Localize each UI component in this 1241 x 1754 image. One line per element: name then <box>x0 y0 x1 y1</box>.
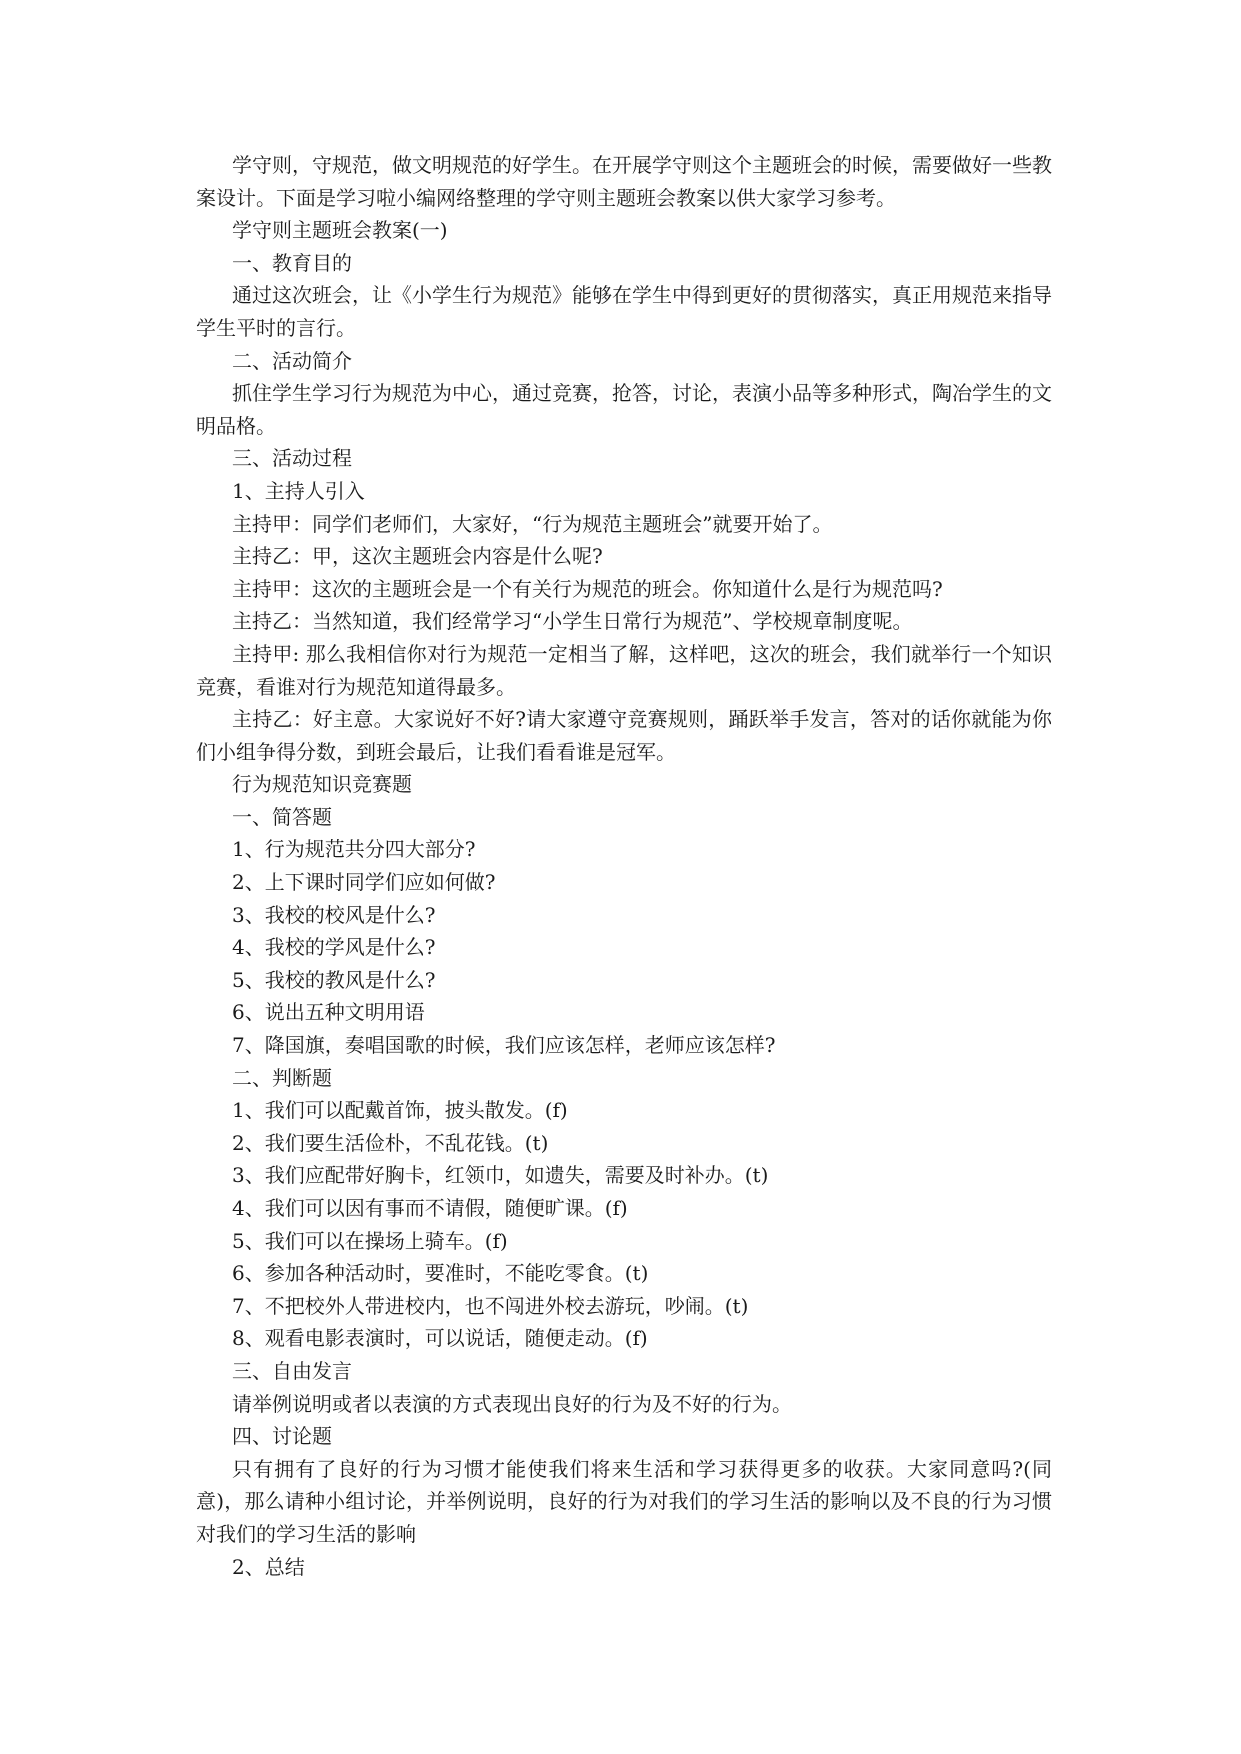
paragraph: 只有拥有了良好的行为习惯才能使我们将来生活和学习获得更多的收获。大家同意吗?(同意)，那么请种小组讨论，并举例说明，良好的行为对我们的学习生活的影响以及不良的行为习惯对我们的学习生活的影响 <box>196 1456 1052 1546</box>
heading: 一、教育目的 <box>232 250 352 275</box>
dialogue-line: 主持甲：这次的主题班会是一个有关行为规范的班会。你知道什么是行为规范吗? <box>232 576 943 601</box>
dialogue-line: 主持甲：同学们老师们，大家好，“行为规范主题班会”就要开始了。 <box>232 511 833 536</box>
list-item: 5、我校的教风是什么? <box>232 967 436 992</box>
section-title: 学守则主题班会教案(一) <box>232 218 448 243</box>
heading: 三、自由发言 <box>232 1358 352 1383</box>
list-item: 7、不把校外人带进校内，也不闯进外校去游玩，吵闹。(t) <box>232 1293 749 1318</box>
list-item: 6、说出五种文明用语 <box>232 1000 425 1025</box>
heading: 四、讨论题 <box>232 1424 332 1449</box>
list-item: 3、我们应配带好胸卡，红领巾，如遗失，需要及时补办。(t) <box>232 1163 769 1188</box>
heading: 二、判断题 <box>232 1065 332 1090</box>
list-item: 6、参加各种活动时，要准时，不能吃零食。(t) <box>232 1261 649 1286</box>
list-item: 1、我们可以配戴首饰，披头散发。(f) <box>232 1098 568 1123</box>
list-item: 1、行为规范共分四大部分? <box>232 837 476 862</box>
list-item: 4、我们可以因有事而不请假，随便旷课。(f) <box>232 1196 628 1220</box>
dialogue-line: 主持甲: 那么我相信你对行为规范一定相当了解，这样吧，这次的班会，我们就举行一个知识竞赛，看谁对行为规范知道得最多。 <box>196 641 1052 699</box>
list-item: 5、我们可以在操场上骑车。(f) <box>232 1228 508 1253</box>
section-title: 行为规范知识竞赛题 <box>232 772 412 797</box>
list-item: 4、我校的学风是什么? <box>232 935 436 960</box>
subheading: 1、主持人引入 <box>232 478 365 503</box>
list-item: 2、我们要生活俭朴，不乱花钱。(t) <box>232 1130 549 1155</box>
heading: 二、活动简介 <box>232 348 352 373</box>
heading: 一、简答题 <box>232 804 332 829</box>
paragraph: 通过这次班会，让《小学生行为规范》能够在学生中得到更好的贯彻落实，真正用规范来指导学生平时的言行。 <box>196 283 1052 340</box>
list-item: 7、降国旗，奏唱国歌的时候，我们应该怎样，老师应该怎样? <box>232 1033 776 1058</box>
list-item: 3、我校的校风是什么? <box>232 902 436 927</box>
heading: 三、活动过程 <box>232 446 352 471</box>
subheading: 2、总结 <box>232 1554 305 1579</box>
dialogue-line: 主持乙：好主意。大家说好不好?请大家遵守竞赛规则，踊跃举手发言，答对的话你就能为你们小组争得分数，到班会最后，让我们看看谁是冠军。 <box>196 707 1052 764</box>
list-item: 2、上下课时同学们应如何做? <box>232 870 496 895</box>
list-item: 8、观看电影表演时，可以说话，随便走动。(f) <box>232 1326 648 1351</box>
document-body <box>196 149 1052 1583</box>
paragraph: 抓住学生学习行为规范为中心，通过竞赛，抢答，讨论，表演小品等多种形式，陶冶学生的文明品格。 <box>196 381 1052 438</box>
dialogue-line: 主持乙：当然知道，我们经常学习“小学生日常行为规范”、学校规章制度呢。 <box>232 609 913 634</box>
dialogue-line: 主持乙：甲，这次主题班会内容是什么呢? <box>232 544 603 569</box>
paragraph: 学守则，守规范，做文明规范的好学生。在开展学守则这个主题班会的时候，需要做好一些教案设计。下面是学习啦小编网络整理的学守则主题班会教案以供大家学习参考。 <box>196 153 1052 210</box>
paragraph: 请举例说明或者以表演的方式表现出良好的行为及不好的行为。 <box>232 1391 792 1416</box>
